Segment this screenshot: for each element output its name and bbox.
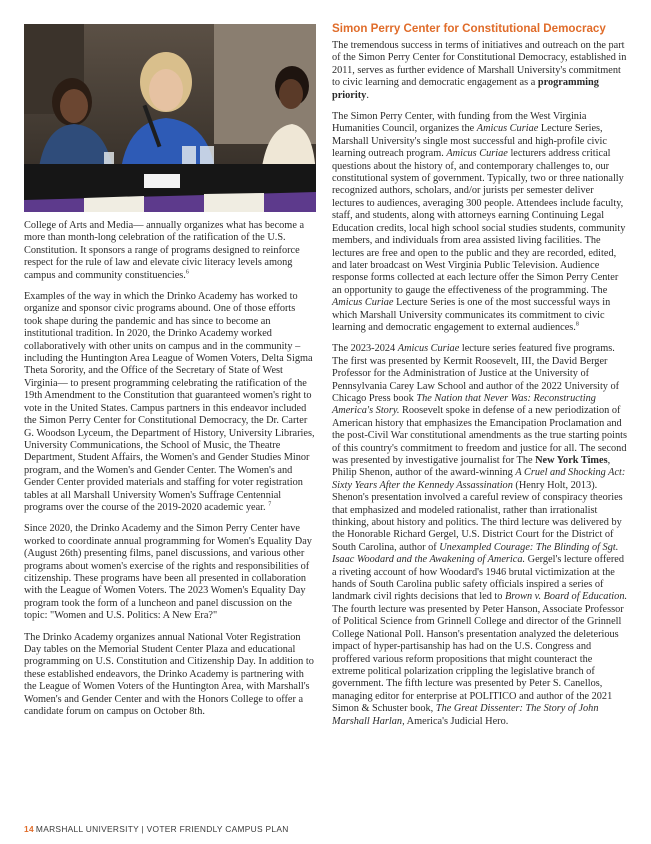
footnote-ref: 6 xyxy=(185,269,189,276)
paragraph: The Drinko Academy organizes annual National Voter Registration Day tables on the Memorial Student Center Plaza and educational programming on U.S. Constitution and Citizenship Day. In addition to these established endeavors, the Drinko Academy is partnering with the League of Women Voters of the Huntington Area, with Marshall's Women's and Gender Center and with the Honors College to offer a candidate forum on campus on October 8th. xyxy=(24,631,314,718)
paragraph: The Simon Perry Center, with funding from the West Virginia Humanities Council, organizes the Amicus Curiae Lecture Series, Marshall University's single most successful and high-profile civic learning outreach program. Amicus Curiae lecturers address critical questions about the history of, and contemporary challenges to, our constitutional system of government. Typically, two or three nationally recognized authors, scholars, and/or jurists per semester deliver lectures to audiences, averaging 300 people. Attendees include faculty, staff, and students, along with attorneys earning Continuing Legal Education credits, local high school social studies students, community members, and individuals from area assisted living facilities. The lectures are free and open to the public and they are recorded, edited, and later broadcast on West Virginia Public Television. Audience response forms collected at each lecture offer the Simon Perry Center an opportunity to gauge the effectiveness of the programming. The Amicus Curiae Lecture Series is one of the most successful ways in which Marshall University communicates its commitment to civic learning and democratic engagement to external audiences.$^8$ xyxy=(332,111,626,333)
paragraph: College of Arts and Media— annually organizes what has become a more than month-long celebration of the ratification of the U.S. Constitution. It sponsors a range of programs designed to reinforce respect for the rule of law and elevate civic literacy levels among campus and community constituencies.$^6$ xyxy=(24,220,305,281)
section-heading: Simon Perry Center for Constitutional Democracy xyxy=(332,22,606,35)
page-number: 14 xyxy=(24,824,34,834)
event-photo xyxy=(24,24,316,212)
paragraph: The 2023-2024 Amicus Curiae lecture series featured five programs. The first was presented by Kermit Roosevelt, III, the David Berger Professor for the Administration of Justice at the University of Pennsylvania Carey Law School and author of the 2022 University of Chicago Press book The Nation that Never Was: Reconstructing America's Story. Roosevelt spoke in defense of a new periodization of American history that emphasizes the Emancipation Proclamation and the post-Civil War constitutional amendments as the true starting points of this country's commitment to freedom and justice for all. The second was presented by investigative journalist for The New York Times, Philip Shenon, author of the award-winning A Cruel and Shocking Act: Sixty Years After the Kennedy Assassination (Henry Holt, 2013). Shenon's presentation involved a careful review of conspiracy theories that emphasized and modeled rationalist, rather than irrationalist thinking, about history and politics. The third lecture was delivered by the Honorable Richard Gergel, U.S. District Court for the District of South Carolina, author of Unexampled Courage: The Blinding of Sgt. Isaac Woodard and the Awakening of America. Gergel's lecture offered a riveting account of how Woodard's 1946 brutal victimization at the hands of South Carolina public safety officials inspired a series of landmark civil rights decisions that led to Brown v. Board of Education. The fourth lecture was presented by Peter Hanson, Associate Professor of Political Science from Grinnell College and director of the Grinnell College National Poll. Hanson's presentation analyzed the deleterious impact of hyper-partisanship has had on the U.S. Congress and proffered various reform propositions that might counteract the extreme political polarization crippling the legislative branch of government. The fifth lecture was presented by Peter S. Canellos, managing editor for enterprise at POLITICO and author of the 2021 Simon & Schuster book, The Great Dissenter: The Story of John Marshall Harlan, America's Judicial Hero. xyxy=(332,343,628,727)
left-column xyxy=(24,220,316,727)
right-column xyxy=(332,22,628,737)
page-footer xyxy=(24,824,289,834)
paragraph: Examples of the way in which the Drinko Academy has worked to organize and sponsor civic programs abound. One of those efforts took shape during the pandemic and has since to become an institutional tradition. In 2020, the Drinko Academy worked collaboratively with other units on campus and in the community –including the Huntington Area League of Women Voters, Delta Sigma Theta Sorority, and the Office of the Secretary of State of West Virginia— to present programming celebrating the ratification of the 19th Amendment to the Constitution that guaranteed women's right to vote in the United States. Campus partners in this endeavor included the Simon Perry Center for Constitutional Democracy, the Dr. Carter G. Woodson Lyceum, the Department of History, University Libraries, University Communications, the School of Music, the Theatre Department, Student Affairs, the Women's and Gender Studies Minor program, and the Women's and Gender Center. The Women's and Gender Center provided materials and staffing for voter registration tables at all Marshall University Women's Suffrage Centennial programs over the course of the 2019-2020 academic year. $^7$ xyxy=(24,291,315,513)
paragraph: The tremendous success in terms of initiatives and outreach on the part of the Simon Perry Center for Constitutional Democracy, established in 2011, serves as further evidence of Marshall University's commitment to civic learning and democratic engagement as a programming priority. xyxy=(332,40,627,101)
paragraph: Since 2020, the Drinko Academy and the Simon Perry Center have worked to coordinate annual programming for Women's Equality Day (August 26th) presenting films, panel discussions, and various other programs about women's exercise of the rights and responsibilities of citizenship. These programs have been all presented in collaboration with the League of Women Voters. The 2023 Women's Equality Day program took the form of a luncheon and panel discussion on the topic: "Women and U.S. Politics: A New Era?" xyxy=(24,523,312,622)
footnote-ref: 7 xyxy=(268,501,272,508)
footer-text: MARSHALL UNIVERSITY | VOTER FRIENDLY CAMPUS PLAN xyxy=(35,824,289,834)
footnote-ref: 8 xyxy=(575,321,579,328)
